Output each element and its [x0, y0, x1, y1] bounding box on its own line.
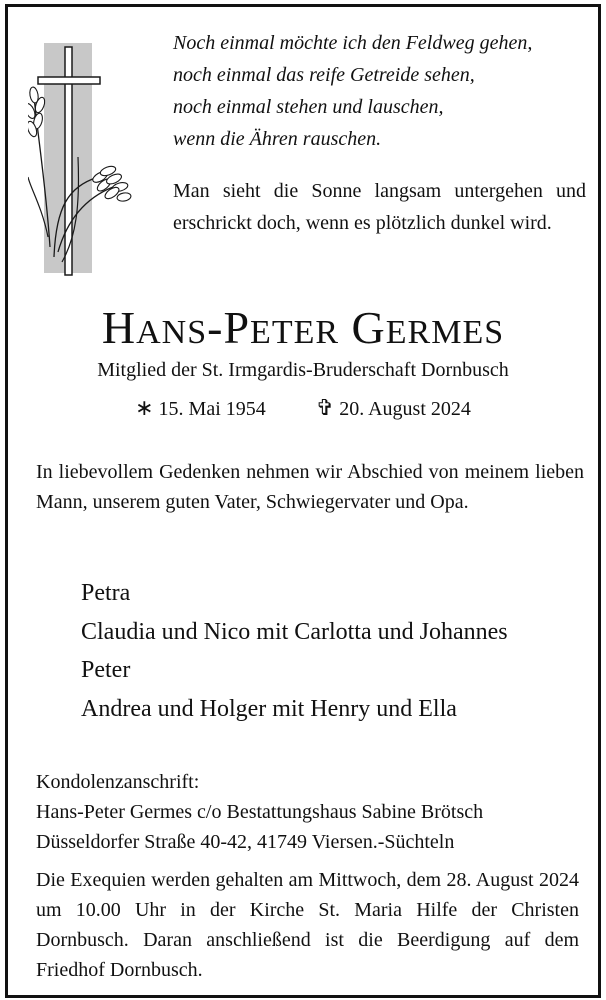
condolence-heading: Kondolenzanschrift:	[36, 771, 200, 793]
poem-line: noch einmal das reife Getreide sehen,	[173, 64, 475, 86]
birth-date: 15. Mai 1954	[158, 398, 266, 420]
cross-with-wheat-icon	[28, 37, 138, 277]
mourner: Peter	[81, 657, 131, 683]
poem-line: wenn die Ähren rauschen.	[173, 128, 382, 150]
funeral-details: Die Exequien werden gehalten am Mittwoch, dem 28. August 2024 um 10.00 Uhr in der Kirche St. Maria Hilfe der Christen Dornbusch. Daran anschließend ist die Beerdigung auf dem Friedhof Dornbusch.	[36, 869, 579, 981]
death-date: 20. August 2024	[339, 398, 471, 420]
mourner: Claudia und Nico mit Carlotta und Johannes	[81, 618, 508, 645]
death-cross-icon: ✞	[315, 395, 335, 420]
poem-line: Noch einmal möchte ich den Feldweg gehen,	[173, 32, 533, 54]
membership-line: Mitglied der St. Irmgardis-Bruderschaft Dornbusch	[97, 359, 509, 381]
farewell-text: In liebevollem Gedenken nehmen wir Abschied von meinem lieben Mann, unserem guten Vater, Schwiegervater und Opa.	[36, 461, 584, 513]
quote: Man sieht die Sonne langsam untergehen und erschrickt doch, wenn es plötzlich dunkel wird.	[173, 180, 586, 234]
mourners-list	[81, 574, 508, 728]
birth-star-icon: ∗	[135, 395, 154, 420]
poem-line: noch einmal stehen und lauschen,	[173, 96, 444, 118]
mourner: Andrea und Holger mit Henry und Ella	[81, 695, 457, 722]
life-dates	[8, 395, 598, 422]
condolence-line: Düsseldorfer Straße 40-42, 41749 Viersen.-Süchteln	[36, 831, 455, 853]
deceased-name: HANS-PETER GERMES	[101, 302, 505, 353]
mourner: Petra	[81, 580, 131, 606]
obituary-notice	[5, 4, 601, 998]
condolence-address	[36, 767, 483, 857]
condolence-line: Hans-Peter Germes c/o Bestattungshaus Sabine Brötsch	[36, 801, 484, 823]
poem	[173, 27, 593, 155]
